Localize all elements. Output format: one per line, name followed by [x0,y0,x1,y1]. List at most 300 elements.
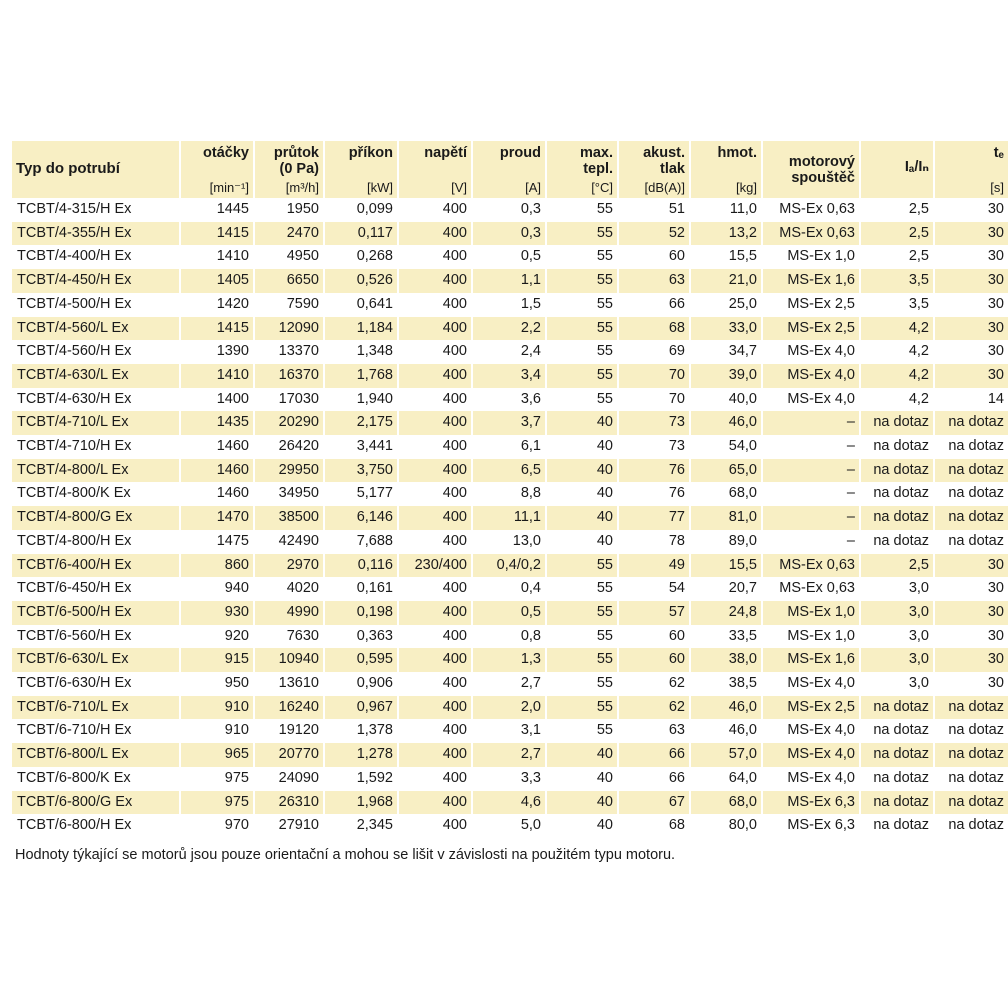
table-cell: 1,1 [472,269,546,293]
table-cell: 4,6 [472,791,546,815]
table-cell: 40,0 [728,390,757,407]
table-cell: – [846,485,855,502]
table-row [12,245,1008,269]
table-cell: 400 [398,791,472,815]
table-cell: 55 [596,295,613,312]
table-cell: 16240 [254,696,324,720]
table-cell: na dotaz [948,793,1004,810]
table-cell: MS-Ex 0,63 [779,580,855,597]
table-cell: 8,8 [520,485,541,502]
table-cell: 77 [618,506,690,530]
table-cell: 60 [668,248,685,265]
table-cell: 49 [618,554,690,578]
table-row [12,814,1008,838]
table-cell: 54 [668,580,685,597]
table-row [12,293,1008,317]
table-row [12,791,1008,815]
table-cell: 0,161 [356,580,393,597]
table-cell: MS-Ex 1,0 [787,248,855,265]
table-row [12,459,1008,483]
row-type-cell: TCBT/4-560/L Ex [12,317,180,341]
table-cell: 4,2 [908,390,929,407]
header-current: proud [A] [472,141,546,198]
table-cell: 33,5 [728,627,757,644]
table-cell: 400 [442,627,467,644]
table-cell: 1400 [216,390,249,407]
table-cell: 60 [618,648,690,672]
table-cell: 38,0 [690,648,762,672]
table-cell: 2,175 [324,411,398,435]
table-cell: 15,5 [728,248,757,265]
table-cell: 400 [398,364,472,388]
table-cell: MS-Ex 0,63 [779,201,855,217]
table-cell: na dotaz [948,722,1004,739]
header-weight: hmot. [kg] [690,141,762,198]
table-cell: 54,0 [728,438,757,455]
table-cell: – [846,438,855,455]
table-cell: na dotaz [948,532,1004,549]
table-cell: 6,1 [520,438,541,455]
table-cell: 940 [224,580,249,597]
table-cell: 400 [442,580,467,597]
table-cell: na dotaz [860,411,934,435]
table-cell: 55 [596,580,613,597]
table-cell: 400 [442,343,467,360]
row-type-cell: TCBT/6-500/H Ex [12,601,180,625]
table-cell: 0,099 [356,201,393,217]
table-cell: 975 [180,791,254,815]
table-cell: MS-Ex 4,0 [787,675,855,692]
table-cell: 55 [596,248,613,265]
table-row [12,222,1008,246]
table-cell: 400 [398,411,472,435]
table-row [12,719,1008,743]
table-cell: 11,0 [729,201,757,217]
table-cell: 1460 [180,459,254,483]
table-cell: 2,4 [520,343,541,360]
table-cell: 26310 [254,791,324,815]
table-cell: 3,5 [908,295,929,312]
table-cell: MS-Ex 4,0 [787,769,855,786]
spec-table-container [12,141,1004,838]
table-cell: 0,8 [520,627,541,644]
row-type-cell: TCBT/6-800/L Ex [12,743,180,767]
table-cell: 400 [398,459,472,483]
table-cell: 65,0 [690,459,762,483]
table-cell: 400 [442,390,467,407]
table-cell: 10940 [254,648,324,672]
table-row [12,411,1008,435]
table-cell: 2,0 [472,696,546,720]
table-cell: 400 [442,295,467,312]
table-cell: 25,0 [728,295,757,312]
table-cell: 6650 [254,269,324,293]
table-cell: 3,750 [324,459,398,483]
table-cell: 3,441 [356,438,393,455]
table-cell: na dotaz [873,722,929,739]
table-cell: 55 [596,201,613,217]
table-row [12,482,1008,506]
table-cell: na dotaz [948,461,1004,478]
table-cell: na dotaz [948,746,1004,763]
table-cell: 950 [224,675,249,692]
table-cell: 57 [618,601,690,625]
header-motor-starter: motorový spouštěč [762,141,860,198]
table-cell: MS-Ex 0,63 [762,222,860,246]
table-cell: 46,0 [728,722,757,739]
table-cell: 55 [546,601,618,625]
header-current-ratio: Iₐ/Iₙ [860,141,934,198]
row-type-cell: TCBT/6-710/H Ex [17,722,132,739]
table-cell: MS-Ex 4,0 [762,364,860,388]
header-row [12,141,1008,198]
row-type-cell: TCBT/4-630/L Ex [12,364,180,388]
table-cell: 3,0 [908,675,929,692]
table-cell: 1410 [180,364,254,388]
table-cell: 30 [987,675,1004,692]
row-type-cell: TCBT/4-315/H Ex [17,201,132,217]
table-cell: 400 [442,722,467,739]
header-te-time: tₑ [s] [934,141,1008,198]
table-cell: 0,526 [324,269,398,293]
table-cell: 30 [987,272,1004,289]
table-cell: 64,0 [728,769,757,786]
table-cell: 55 [596,390,613,407]
table-cell: 55 [546,364,618,388]
table-cell: 400 [398,222,472,246]
table-cell: MS-Ex 4,0 [787,722,855,739]
table-cell: na dotaz [873,485,929,502]
table-cell: 1445 [216,201,249,217]
table-cell: 400 [442,485,467,502]
table-cell: na dotaz [873,769,929,786]
table-cell: 0,363 [356,627,393,644]
table-cell: 2,2 [472,317,546,341]
table-row [12,672,1008,696]
table-cell: 2,345 [356,817,393,834]
table-cell: 915 [180,648,254,672]
table-cell: 55 [546,269,618,293]
table-row [12,743,1008,767]
table-cell: 52 [618,222,690,246]
table-cell: 42490 [278,532,319,549]
table-cell: 66 [668,295,685,312]
table-cell: na dotaz [948,769,1004,786]
table-cell: na dotaz [948,485,1004,502]
table-cell: 30 [987,343,1004,360]
table-cell: 1,940 [356,390,393,407]
table-cell: 0,5 [472,601,546,625]
table-cell: na dotaz [873,817,929,834]
table-cell: 46,0 [690,411,762,435]
table-row [12,554,1008,578]
table-cell: 70 [618,364,690,388]
table-cell: 13370 [278,343,319,360]
table-cell: 4990 [254,601,324,625]
table-cell: 13610 [278,675,319,692]
table-cell: 965 [180,743,254,767]
table-cell: 34,7 [728,343,757,360]
table-cell: 69 [668,343,685,360]
table-cell: 1950 [286,201,319,217]
table-cell: 5,0 [520,817,541,834]
table-cell: 30 [987,651,1004,668]
table-cell: 0,116 [324,554,398,578]
table-cell: 66 [618,743,690,767]
table-cell: MS-Ex 2,5 [787,295,855,312]
header-max-temp: max. tepl. [°C] [546,141,618,198]
table-row [12,506,1008,530]
table-cell: 1,5 [520,295,541,312]
table-cell: na dotaz [948,414,1004,431]
header-type: Typ do potrubí [12,141,180,198]
table-cell: 3,7 [472,411,546,435]
table-cell: 68,0 [690,791,762,815]
table-cell: 3,6 [520,390,541,407]
table-cell: 40 [596,485,613,502]
table-cell: 1410 [216,248,249,265]
table-cell: 27910 [278,817,319,834]
table-cell: 2970 [254,554,324,578]
table-cell: 26420 [278,438,319,455]
table-cell: 970 [224,817,249,834]
table-cell: 39,0 [690,364,762,388]
table-cell: 40 [546,506,618,530]
table-row [12,364,1008,388]
table-row [12,648,1008,672]
table-cell: 55 [546,648,618,672]
table-cell: 73 [618,411,690,435]
table-cell: 0,4/0,2 [472,554,546,578]
table-cell: 80,0 [728,817,757,834]
table-cell: 30 [987,603,1004,620]
table-cell: 3,0 [860,648,934,672]
table-cell: 51 [668,201,685,217]
table-cell: 2,5 [860,222,934,246]
table-cell: 6,146 [324,506,398,530]
table-cell: 400 [398,269,472,293]
table-row [12,577,1008,601]
table-cell: 7,688 [356,532,393,549]
table-cell: 40 [596,817,613,834]
table-cell: na dotaz [860,506,934,530]
table-cell: 30 [987,366,1004,383]
table-cell: 910 [224,722,249,739]
table-row [12,530,1008,554]
table-cell: 0,117 [324,222,398,246]
table-cell: 19120 [278,722,319,739]
table-cell: na dotaz [948,698,1004,715]
table-cell: na dotaz [948,509,1004,526]
table-cell: 6,5 [472,459,546,483]
table-cell: MS-Ex 4,0 [787,343,855,360]
table-cell: 55 [546,222,618,246]
table-cell: 34950 [278,485,319,502]
row-type-cell: TCBT/6-800/H Ex [17,817,132,834]
table-cell: 40 [546,459,618,483]
header-sound-pressure: akust. tlak [dB(A)] [618,141,690,198]
table-cell: 55 [546,696,618,720]
table-cell: 1,278 [324,743,398,767]
table-cell: 63 [618,269,690,293]
row-type-cell: TCBT/4-500/H Ex [17,295,132,312]
table-cell: 40 [546,411,618,435]
table-cell: na dotaz [860,743,934,767]
table-cell: 400 [442,438,467,455]
table-cell: 55 [596,675,613,692]
table-cell: 89,0 [728,532,757,549]
table-cell: 1,348 [356,343,393,360]
table-cell: 21,0 [690,269,762,293]
table-cell: 2,7 [472,743,546,767]
row-type-cell: TCBT/4-400/H Ex [17,248,132,265]
table-cell: 1420 [216,295,249,312]
table-cell: 24090 [278,769,319,786]
table-cell: na dotaz [948,438,1004,455]
table-row [12,388,1008,412]
table-cell: 76 [618,459,690,483]
table-cell: MS-Ex 1,6 [762,648,860,672]
table-cell: 38500 [254,506,324,530]
table-cell: 2,5 [860,554,934,578]
table-cell: 2,5 [908,248,929,265]
table-cell: 0,967 [324,696,398,720]
table-cell: 1,592 [356,769,393,786]
row-type-cell: TCBT/6-560/H Ex [17,627,132,644]
table-cell: 55 [546,554,618,578]
table-cell: 400 [442,817,467,834]
table-cell: 1405 [180,269,254,293]
table-cell: MS-Ex 2,5 [762,696,860,720]
row-type-cell: TCBT/6-400/H Ex [12,554,180,578]
table-cell: 33,0 [690,317,762,341]
table-cell: 3,0 [908,580,929,597]
table-cell: 20770 [254,743,324,767]
table-cell: – [762,506,860,530]
table-cell: 30 [987,295,1004,312]
table-cell: 57,0 [690,743,762,767]
table-cell: 910 [180,696,254,720]
table-cell: 3,1 [520,722,541,739]
table-row [12,625,1008,649]
row-type-cell: TCBT/4-800/G Ex [12,506,180,530]
row-type-cell: TCBT/6-800/K Ex [17,769,131,786]
table-cell: 81,0 [690,506,762,530]
table-cell: 0,198 [324,601,398,625]
table-cell: na dotaz [860,791,934,815]
table-cell: na dotaz [860,696,934,720]
table-cell: 4950 [286,248,319,265]
table-cell: 55 [596,343,613,360]
table-row [12,601,1008,625]
row-type-cell: TCBT/4-630/H Ex [17,390,132,407]
table-cell: 40 [546,743,618,767]
table-cell: 29950 [254,459,324,483]
table-cell: 24,8 [690,601,762,625]
table-cell: – [846,532,855,549]
table-cell: MS-Ex 1,0 [762,601,860,625]
table-row [12,696,1008,720]
table-row [12,435,1008,459]
header-voltage: napětí [V] [398,141,472,198]
row-type-cell: TCBT/4-355/H Ex [12,222,180,246]
table-cell: 5,177 [356,485,393,502]
table-cell: 30 [987,224,1004,241]
table-cell: 400 [398,601,472,625]
table-cell: MS-Ex 1,0 [787,627,855,644]
table-cell: – [762,459,860,483]
header-rpm: otáčky [min⁻¹] [180,141,254,198]
table-cell: 40 [596,769,613,786]
table-cell: 400 [398,317,472,341]
table-cell: 40 [596,532,613,549]
table-cell: 1,968 [324,791,398,815]
table-cell: 40 [596,438,613,455]
table-cell: 400 [442,248,467,265]
table-cell: 2470 [254,222,324,246]
table-cell: 0,595 [324,648,398,672]
table-cell: 30 [987,556,1004,573]
row-type-cell: TCBT/6-630/L Ex [12,648,180,672]
table-cell: 975 [224,769,249,786]
table-cell: MS-Ex 1,6 [762,269,860,293]
table-cell: 62 [618,696,690,720]
table-cell: 17030 [278,390,319,407]
table-cell: 4,2 [860,317,934,341]
table-cell: 0,641 [356,295,393,312]
table-cell: 76 [668,485,685,502]
table-cell: MS-Ex 6,3 [762,791,860,815]
row-type-cell: TCBT/4-560/H Ex [17,343,132,360]
table-cell: MS-Ex 4,0 [787,390,855,407]
table-cell: 30 [987,627,1004,644]
table-cell: MS-Ex 4,0 [762,743,860,767]
row-type-cell: TCBT/4-800/L Ex [12,459,180,483]
table-cell: 0,3 [520,201,541,217]
table-cell: na dotaz [948,817,1004,834]
table-cell: 55 [546,317,618,341]
table-cell: MS-Ex 0,63 [762,554,860,578]
table-cell: 67 [618,791,690,815]
table-cell: 73 [668,438,685,455]
table-cell: 20,7 [728,580,757,597]
row-type-cell: TCBT/4-710/H Ex [17,438,132,455]
table-cell: – [762,411,860,435]
table-cell: 13,2 [690,222,762,246]
table-cell: MS-Ex 2,5 [762,317,860,341]
header-flow: průtok (0 Pa) [m³/h] [254,141,324,198]
footnote: Hodnoty týkající se motorů jsou pouze orientační a mohou se lišit v závislosti na použitém typu motoru. [15,847,676,863]
table-cell: 1,768 [324,364,398,388]
table-cell: na dotaz [873,438,929,455]
table-cell: 1470 [180,506,254,530]
table-cell: 1390 [216,343,249,360]
table-cell: 16370 [254,364,324,388]
table-cell: 400 [398,506,472,530]
table-cell: 15,5 [690,554,762,578]
table-cell: 400 [398,696,472,720]
table-cell: 68,0 [728,485,757,502]
table-cell: 68 [618,317,690,341]
row-type-cell: TCBT/6-800/G Ex [12,791,180,815]
table-cell: 2,7 [520,675,541,692]
table-cell: 30 [987,580,1004,597]
table-cell: 920 [224,627,249,644]
header-power: příkon [kW] [324,141,398,198]
table-cell: 1,378 [356,722,393,739]
table-cell: 1460 [216,438,249,455]
table-cell: 68 [668,817,685,834]
